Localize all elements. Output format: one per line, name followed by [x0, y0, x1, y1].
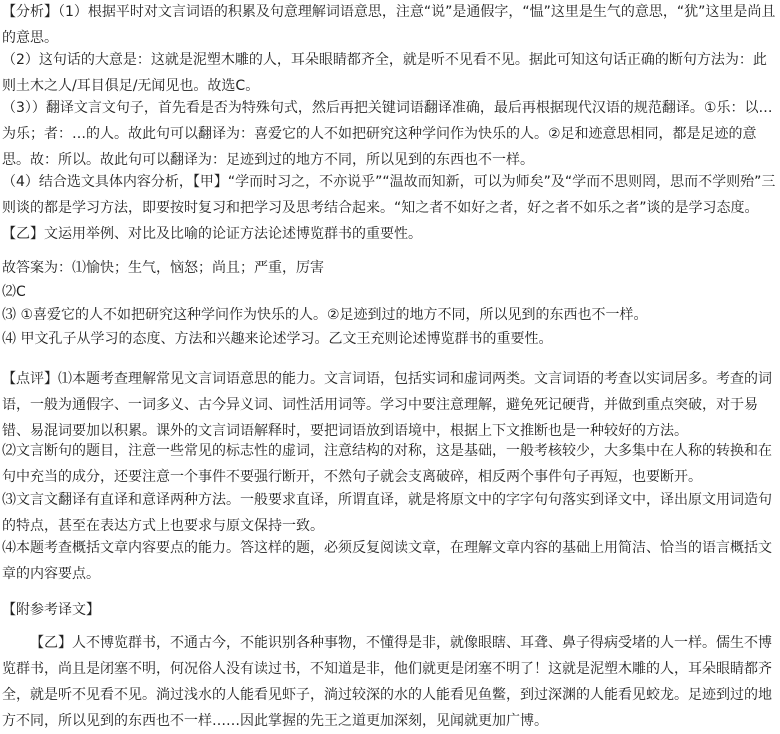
- translation-heading: 【附参考译文】: [2, 602, 100, 618]
- analysis-3: （3））翻译文言文句子，首先看是否为特殊句式，然后再把关键词语翻译准确，最后再根据现代汉语的规范翻译。①乐：以…为乐；者：…的人。故此句可以翻译为：喜爱它的人不如把研究这种学问作为快乐的人。②足和迹意思相同，都是足迹的意思。故：所以。故此句可以翻译为：足迹到过的地方不同，所以见到的东西也不一样。: [2, 100, 773, 168]
- comment-1: 【点评】⑴本题考查理解常见文言词语意思的能力。文言词语，包括实词和虚词两类。文言词语的考查以实词居多。考查的词语，一般为通假字、一词多义、古今异义词、词性活用词等。学习中要注意理解，避免死记硬背，并做到重点突破，对于易错、易混词要加以积累。课外的文言词语解释时，要把词语放到语境中，根据上下文推断也是一种较好的方法。: [2, 371, 772, 439]
- answer-4: ⑷ 甲文孔子从学习的态度、方法和兴趣来论述学习。乙文王充则论述博览群书的重要性。: [2, 331, 553, 347]
- answer-2: ⑵C: [2, 284, 26, 300]
- translation-text: 【乙】人不博览群书，不通古今，不能识别各种事物，不懂得是非，就像眼瞎、耳聋、鼻子得病受堵的人一样。儒生不博览群书，尚且是闭塞不明，何况俗人没有读过书，不知道是非，他们就更是闭塞不明了！这就是泥塑木雕的人，耳朵眼睛都齐全，就是听不见看不见。淌过浅水的人能看见虾子，淌过较深的水的人能看见鱼鳖，到过深渊的人能看见蛟龙。足迹到过的地方不同，所以见到的东西也不一样……因此掌握的先王之道更加深刻，见闻就更加广博。: [2, 635, 772, 729]
- analysis-4: （4）结合选文具体内容分析，【甲】“学而时习之，不亦说乎”“温故而知新，可以为师矣”及“学而不思则罔，思而不学则殆”三则谈的都是学习方法，即要按时复习和把学习及思考结合起来。“知之者不如好之者，好之者不如乐之者”谈的是学习态度。【乙】文运用举例、对比及比喻的论证方法论述博览群书的重要性。: [2, 174, 776, 242]
- answer-3: ⑶ ①喜爱它的人不如把研究这种学问作为快乐的人。②足迹到过的地方不同，所以见到的东西也不一样。: [2, 307, 648, 323]
- analysis-2: （2）这句话的大意是：这就是泥塑木雕的人，耳朵眼睛都齐全，就是听不见看不见。据此可知这句话正确的断句方法为：此则土木之人/耳目俱足/无闻见也。故选C。: [2, 52, 767, 94]
- answer-intro: 故答案为：⑴愉快；生气，恼怒；尚且；严重，厉害: [2, 260, 324, 276]
- comment-3: ⑶文言文翻译有直译和意译两种方法。一般要求直译，所谓直译，就是将原文中的字字句句落实到译文中，译出原文用词造句的特点，甚至在表达方式上也要求与原文保持一致。: [2, 492, 772, 534]
- comment-4: ⑷本题考查概括文章内容要点的能力。答这样的题，必须反复阅读文章，在理解文章内容的基础上用简洁、恰当的语言概括文章的内容要点。: [2, 540, 772, 582]
- comment-2: ⑵文言断句的题目，注意一些常见的标志性的虚词，注意结构的对称，这是基础，一般考核较少，大多集中在人称的转换和在句中充当的成分，还要注意一个事件不要强行断开，不然句子就会支离破碎，相反两个事件句子再短，也要断开。: [2, 443, 772, 485]
- analysis-1: 【分析】（1）根据平时对文言词语的积累及句意理解词语意思，注意“说”是通假字，“愠”这里是生气的意思，“犹”这里是尚且的意思。: [2, 4, 776, 46]
